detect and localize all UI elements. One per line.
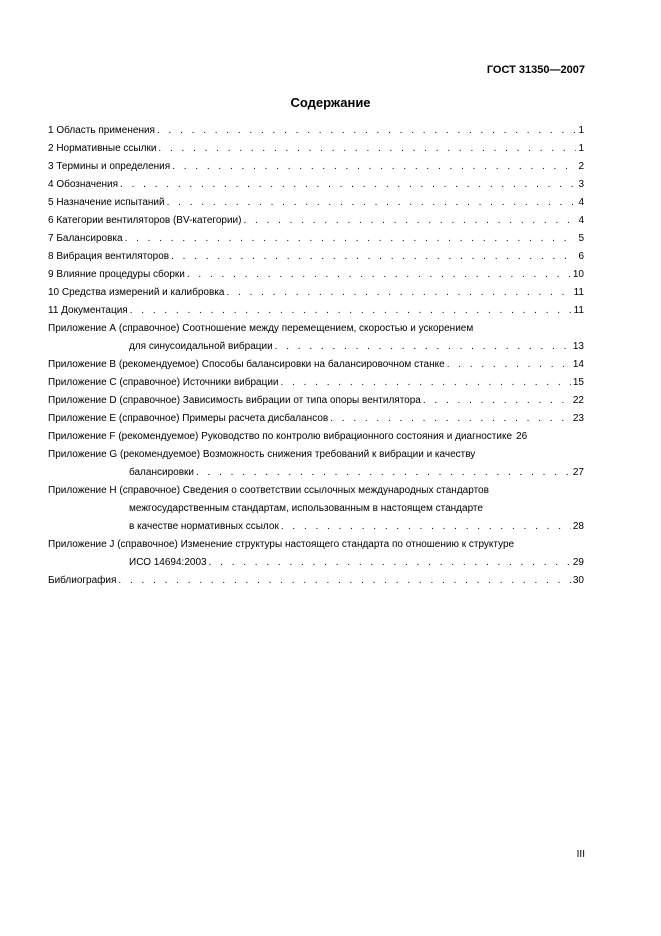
leader-dots: [167, 194, 577, 212]
toc-entry-6[interactable]: [48, 212, 584, 230]
leader-dots: [243, 212, 576, 230]
appendix-a-title-cont: для синусоидальной вибрации: [129, 341, 273, 352]
appendix-f-page: 26: [516, 431, 528, 442]
bibliography-title: Библиография: [48, 575, 117, 586]
appendix-g-title: Приложение G (рекомендуемое) Возможность снижения требований к вибрации и качеству: [48, 449, 476, 460]
appendix-j-page: 29: [572, 557, 584, 568]
leader-dots: [281, 374, 571, 392]
leader-dots: [172, 158, 576, 176]
leader-dots: [209, 554, 571, 572]
leader-dots: [157, 122, 576, 140]
toc-entry-5[interactable]: [48, 194, 584, 212]
appendix-b-page: 14: [572, 359, 584, 370]
leader-dots: [118, 572, 570, 590]
toc-appendix-e[interactable]: [48, 410, 584, 428]
appendix-d-title: Приложение D (справочное) Зависимость вибрации от типа опоры вентилятора: [48, 395, 421, 406]
toc-entry-text: 6 Категории вентиляторов (BV-категории): [48, 215, 242, 226]
toc-entry-3[interactable]: [48, 158, 584, 176]
leader-dots: [196, 464, 571, 482]
toc-entry-10[interactable]: [48, 284, 584, 302]
toc-entry-text: 1 Область применения: [48, 125, 155, 136]
appendix-d-page: 22: [572, 395, 584, 406]
appendix-e-title: Приложение Е (справочное) Примеры расчета дисбалансов: [48, 413, 329, 424]
toc-appendix-c[interactable]: [48, 374, 584, 392]
toc-entry-text: 4 Обозначения: [48, 179, 119, 190]
appendix-a-page: 13: [572, 341, 584, 352]
leader-dots: [120, 176, 576, 194]
toc-entry-11[interactable]: [48, 302, 584, 320]
toc-entry-9[interactable]: [48, 266, 584, 284]
toc-entry-text: 2 Нормативные ссылки: [48, 143, 157, 154]
toc-entry-text: 11 Документация: [48, 305, 128, 316]
toc-appendix-j[interactable]: [48, 536, 584, 572]
leader-dots: [125, 230, 577, 248]
appendix-f-title: Приложение F (рекомендуемое) Руководство по контролю вибрационного состояния и диагностике: [48, 431, 513, 442]
toc-entry-page: 11: [573, 287, 584, 298]
appendix-c-page: 15: [572, 377, 584, 388]
bibliography-page: 30: [572, 575, 584, 586]
leader-dots: [171, 248, 576, 266]
toc-entry-8[interactable]: [48, 248, 584, 266]
toc-entry-page: 4: [578, 215, 584, 226]
page-number: III: [576, 849, 585, 860]
toc-entry-page: 6: [578, 251, 584, 262]
standard-number: ГОСТ 31350—2007: [486, 64, 585, 76]
appendix-g-page: 27: [572, 467, 584, 478]
appendix-h-title-cont2: в качестве нормативных ссылок: [129, 521, 279, 532]
toc-entry-text: 9 Влияние процедуры сборки: [48, 269, 185, 280]
appendix-h-page: 28: [572, 521, 584, 532]
table-of-contents: [48, 122, 584, 590]
toc-appendix-g[interactable]: [48, 446, 584, 482]
appendix-j-title-cont: ИСО 14694:2003: [129, 557, 207, 568]
toc-entry-page: 1: [578, 143, 584, 154]
toc-entry-text: 10 Средства измерений и калибровка: [48, 287, 225, 298]
leader-dots: [226, 284, 571, 302]
leader-dots: [330, 410, 571, 428]
appendix-h-title-cont: межгосударственным стандартам, использованным в настоящем стандарте: [129, 503, 483, 514]
leader-dots: [187, 266, 571, 284]
toc-entry-text: 3 Термины и определения: [48, 161, 171, 172]
appendix-h-title: Приложение Н (справочное) Сведения о соответствии ссылочных международных стандартов: [48, 485, 489, 496]
toc-appendix-d[interactable]: [48, 392, 584, 410]
leader-dots: [275, 338, 571, 356]
toc-entry-7[interactable]: [48, 230, 584, 248]
toc-entry-text: 7 Балансировка: [48, 233, 123, 244]
leader-dots: [158, 140, 576, 158]
leader-dots: [281, 518, 571, 536]
appendix-a-title: Приложение А (справочное) Соотношение между перемещением, скоростью и ускорением: [48, 323, 474, 334]
page-title: Содержание: [290, 95, 371, 110]
toc-entry-text: 5 Назначение испытаний: [48, 197, 165, 208]
appendix-b-title: Приложение В (рекомендуемое) Способы балансировки на балансировочном станке: [48, 359, 445, 370]
appendix-g-title-cont: балансировки: [129, 467, 194, 478]
toc-entry-text: 8 Вибрация вентиляторов: [48, 251, 170, 262]
toc-appendix-b[interactable]: [48, 356, 584, 374]
toc-entry-page: 1: [578, 125, 584, 136]
leader-dots: [130, 302, 572, 320]
toc-entry-page: 10: [572, 269, 584, 280]
appendix-e-page: 23: [572, 413, 584, 424]
toc-entry-4[interactable]: [48, 176, 584, 194]
appendix-j-title: Приложение J (справочное) Изменение структуры настоящего стандарта по отношению к структуре: [48, 539, 515, 550]
toc-entry-page: 11: [573, 305, 584, 316]
leader-dots: [447, 356, 571, 374]
toc-entry-page: 3: [578, 179, 584, 190]
leader-dots: [423, 392, 571, 410]
toc-entry-page: 4: [578, 197, 584, 208]
toc-appendix-h[interactable]: [48, 482, 584, 536]
appendix-c-title: Приложение С (справочное) Источники вибрации: [48, 377, 279, 388]
toc-entry-page: 2: [578, 161, 584, 172]
toc-entry-2[interactable]: [48, 140, 584, 158]
toc-appendix-a[interactable]: [48, 320, 584, 356]
toc-entry-page: 5: [578, 233, 584, 244]
toc-entry-1[interactable]: [48, 122, 584, 140]
toc-bibliography[interactable]: [48, 572, 584, 590]
toc-appendix-f[interactable]: [48, 428, 584, 446]
